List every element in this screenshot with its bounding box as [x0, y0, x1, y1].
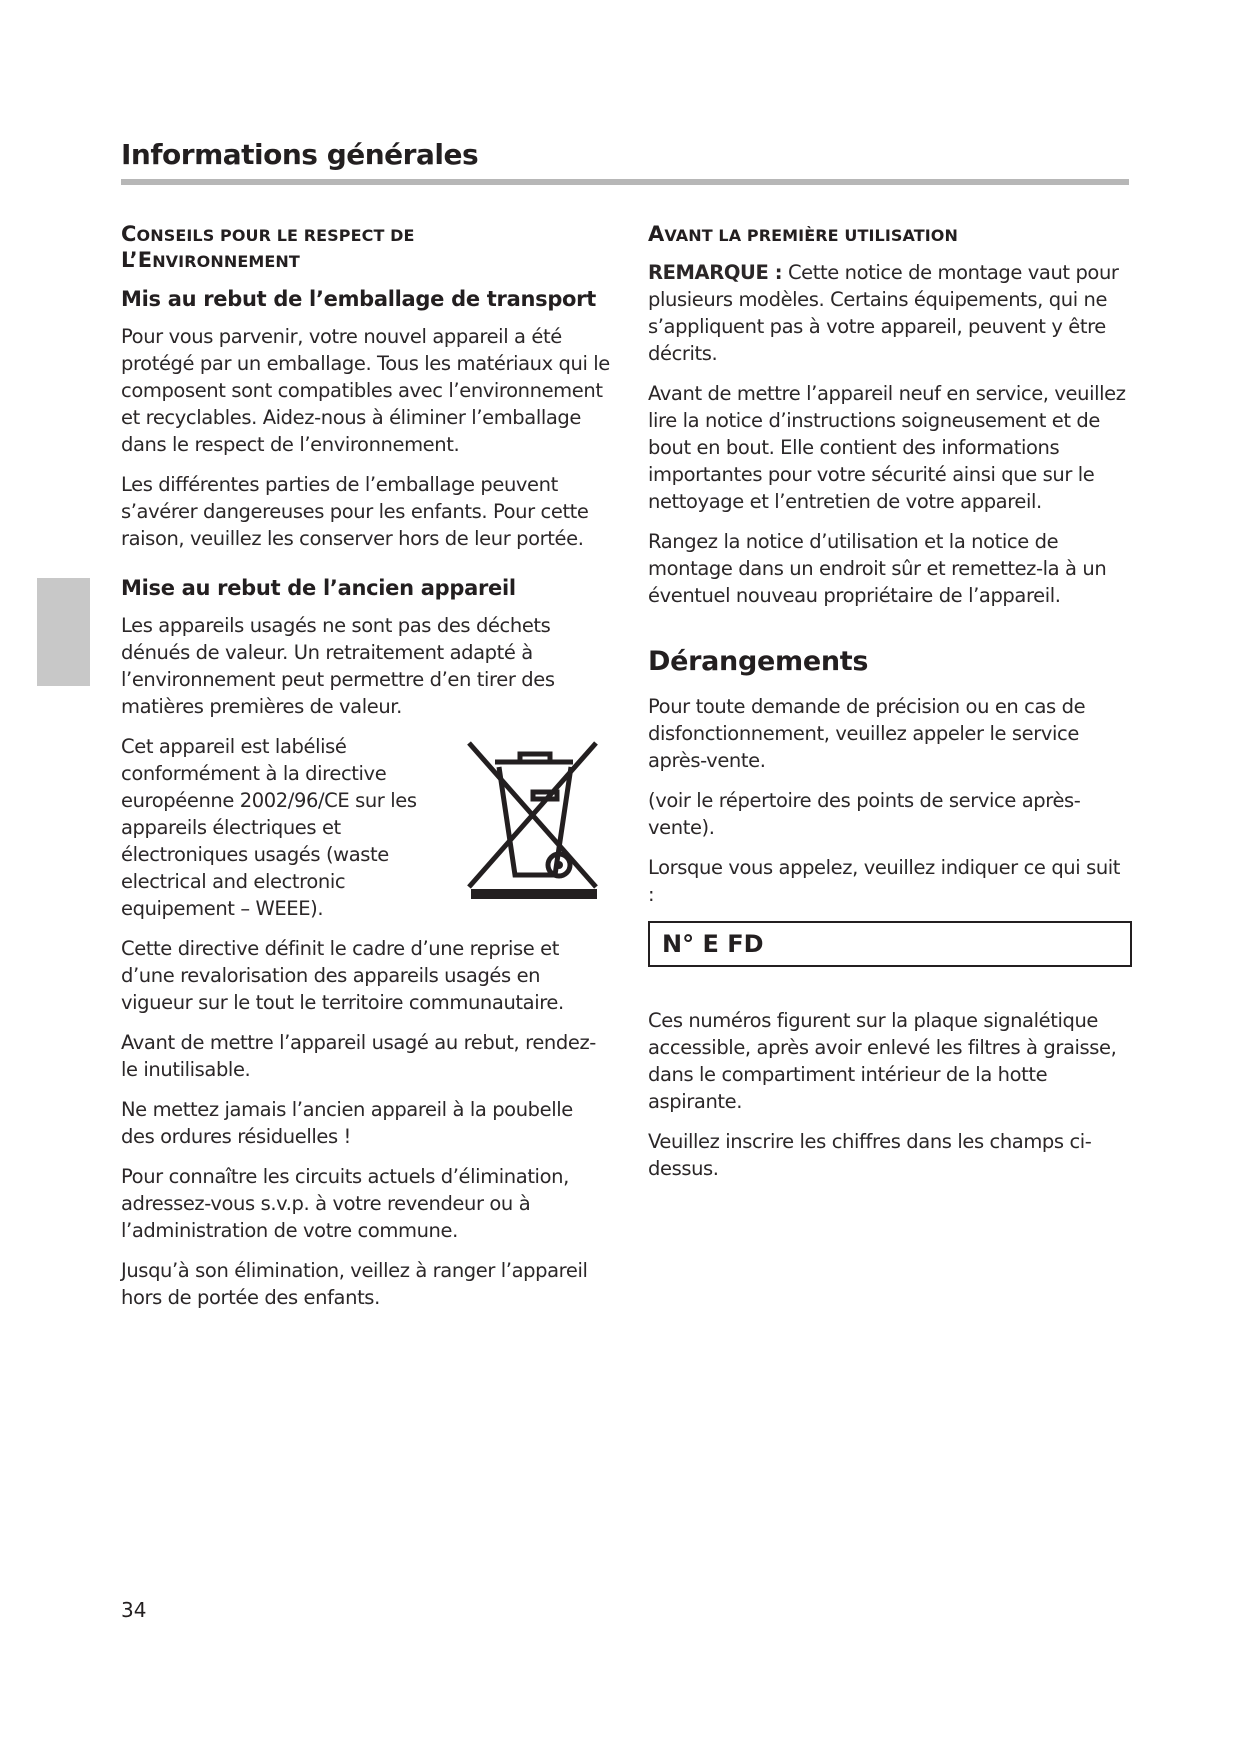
weee-block — [121, 733, 611, 922]
title-divider — [121, 179, 1129, 185]
caps-rest: NVIRONNEMENT — [152, 252, 300, 271]
remark-paragraph — [648, 259, 1132, 367]
fill-in-paragraph: Veuillez inscrire les chiffres dans les champs ci-dessus. — [648, 1130, 1092, 1180]
serial-number-label: N° E FD — [662, 930, 764, 958]
read-instructions-paragraph: Avant de mettre l’appareil neuf en service, veuillez lire la notice d’instructions soigneusement et de bout en bout. Elle contient des informations importantes pour votre sécurité ainsi que sur le nettoyage et l’entretien de votre appareil. — [648, 382, 1126, 513]
store-instructions-paragraph: Rangez la notice d’utilisation et la notice de montage dans un endroit sûr et remettez-la à un éventuel nouveau propriétaire de l’appareil. — [648, 530, 1107, 607]
service-paragraph: Pour toute demande de précision ou en cas de disfonctionnement, veuillez appeler le service après-vente. — [648, 695, 1086, 772]
crossed-out-bin-icon — [465, 737, 600, 902]
remark-text: Cette notice de montage vaut pour plusieurs modèles. Certains équipements, qui ne s’appliquent pas à votre appareil, peuvent y être décrits. — [648, 261, 1119, 365]
packaging-paragraph-2: Les différentes parties de l’emballage peuvent s’avérer dangereuses pour les enfants. Pour cette raison, veuillez les conserver hors de leur portée. — [121, 473, 589, 550]
caps-rest: ONSEILS POUR LE RESPECT DE — [136, 226, 415, 245]
left-column — [121, 222, 611, 1324]
troubleshooting-heading: Dérangements — [648, 646, 869, 677]
residual-waste-paragraph: Ne mettez jamais l’ancien appareil à la poubelle des ordures résiduelles ! — [121, 1098, 573, 1148]
serial-number-box[interactable] — [648, 921, 1132, 967]
packaging-paragraph-1: Pour vous parvenir, votre nouvel appareil a été protégé par un emballage. Tous les matériaux qui le composent sont compatibles avec l’environnement et recyclables. Aidez-nous à éliminer l’emballage dans le respect de l’environnement. — [121, 325, 610, 456]
packaging-disposal-heading: Mis au rebut de l’emballage de transport — [121, 287, 596, 311]
side-tab-marker — [37, 578, 90, 686]
page-number: 34 — [121, 1598, 147, 1622]
right-column — [648, 222, 1132, 1195]
call-info-paragraph: Lorsque vous appelez, veuillez indiquer ce qui suit : — [648, 856, 1121, 906]
directive-paragraph: Cette directive définit le cadre d’une reprise et d’une revalorisation des appareils usagés en vigueur sur le tout le territoire communautaire. — [121, 937, 564, 1014]
old-appliance-paragraph-1: Les appareils usagés ne sont pas des déchets dénués de valeur. Un retraitement adapté à l’environnement peut permettre d’en tirer des matières premières de valeur. — [121, 614, 555, 718]
remark-label: REMARQUE : — [648, 261, 783, 284]
before-first-use-heading — [648, 222, 1132, 248]
caps-initial: C — [121, 222, 137, 246]
caps-initial: A — [648, 222, 665, 246]
environment-section-heading — [121, 222, 611, 274]
children-safety-paragraph: Jusqu’à son élimination, veillez à ranger l’appareil hors de portée des enfants. — [121, 1259, 588, 1309]
unusable-paragraph: Avant de mettre l’appareil usagé au rebut, rendez-le inutilisable. — [121, 1031, 596, 1081]
service-directory-paragraph: (voir le répertoire des points de service après-vente). — [648, 789, 1081, 839]
old-appliance-disposal-heading: Mise au rebut de l’ancien appareil — [121, 576, 516, 600]
rating-plate-paragraph: Ces numéros figurent sur la plaque signalétique accessible, après avoir enlevé les filtres à graisse, dans le compartiment intérieur de la hotte aspirante. — [648, 1009, 1117, 1113]
caps-initial: L’E — [121, 248, 153, 272]
disposal-circuits-paragraph: Pour connaître les circuits actuels d’élimination, adressez-vous s.v.p. à votre revendeur ou à l’administration de votre commune. — [121, 1165, 569, 1242]
page-title: Informations générales — [121, 138, 479, 171]
weee-paragraph: Cet appareil est labélisé conformément à la directive européenne 2002/96/CE sur les appareils électriques et électroniques usagés (waste electrical and electronic equipement – WEEE). — [121, 735, 417, 920]
caps-rest: VANT LA PREMIÈRE UTILISATION — [664, 226, 958, 245]
